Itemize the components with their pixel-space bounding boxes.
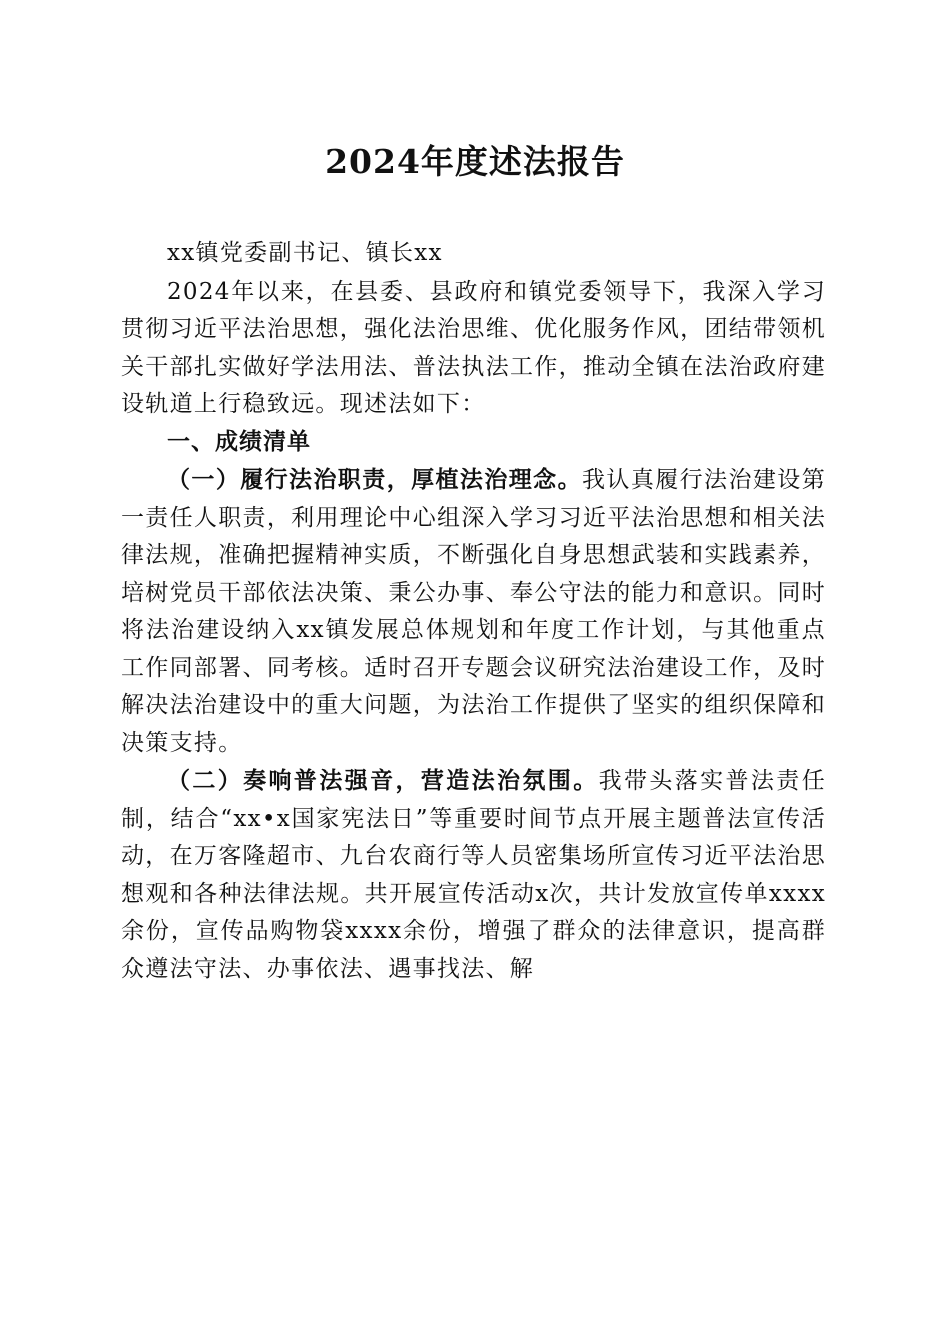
- item-1-body: 我认真履行法治建设第一责任人职责，利用理论中心组深入学习习近平法治思想和相关法律法规，准确把握精神实质，不断强化自身思想武装和实践素养，培树党员干部依法决策、秉公办事、奉公守法的能力和意识。同时将法治建设纳入xx镇发展总体规划和年度工作计划，与其他重点工作同部署、同考核。适时召开专题会议研究法治建设工作，及时解决法治建设中的重大问题，为法治工作提供了坚实的组织保障和决策支持。: [121, 467, 827, 756]
- paragraph-item-2: [121, 762, 826, 988]
- item-2-body: 我带头落实普法责任制，结合“xx•x国家宪法日”等重要时间节点开展主题普法宣传活动，在万客隆超市、九台农商行等人员密集场所宣传习近平法治思想观和各种法律法规。共开展宣传活动x次，共计发放宣传单xxxx余份，宣传品购物袋xxxx余份，增强了群众的法律意识，提高群众遵法守法、办事依法、遇事找法、解: [121, 768, 826, 982]
- document-body: [121, 235, 826, 988]
- item-1-lead: （一）履行法治职责，厚植法治理念。: [167, 466, 582, 493]
- document-title: 2024年度述法报告: [325, 142, 625, 181]
- intro-paragraph: 2024年以来，在县委、县政府和镇党委领导下，我深入学习贯彻习近平法治思想，强化法治思维、优化服务作风，团结带领机关干部扎实做好学法用法、普法执法工作，推动全镇在法治政府建设轨道上行稳致远。现述法如下：: [121, 278, 826, 417]
- section-heading-achievements: 一、成绩清单: [167, 428, 311, 455]
- paragraph-item-1: [121, 461, 826, 762]
- item-2-lead: （二）奏响普法强音，营造法治氛围。: [167, 767, 599, 794]
- author-line: xx镇党委副书记、镇长xx: [167, 240, 443, 266]
